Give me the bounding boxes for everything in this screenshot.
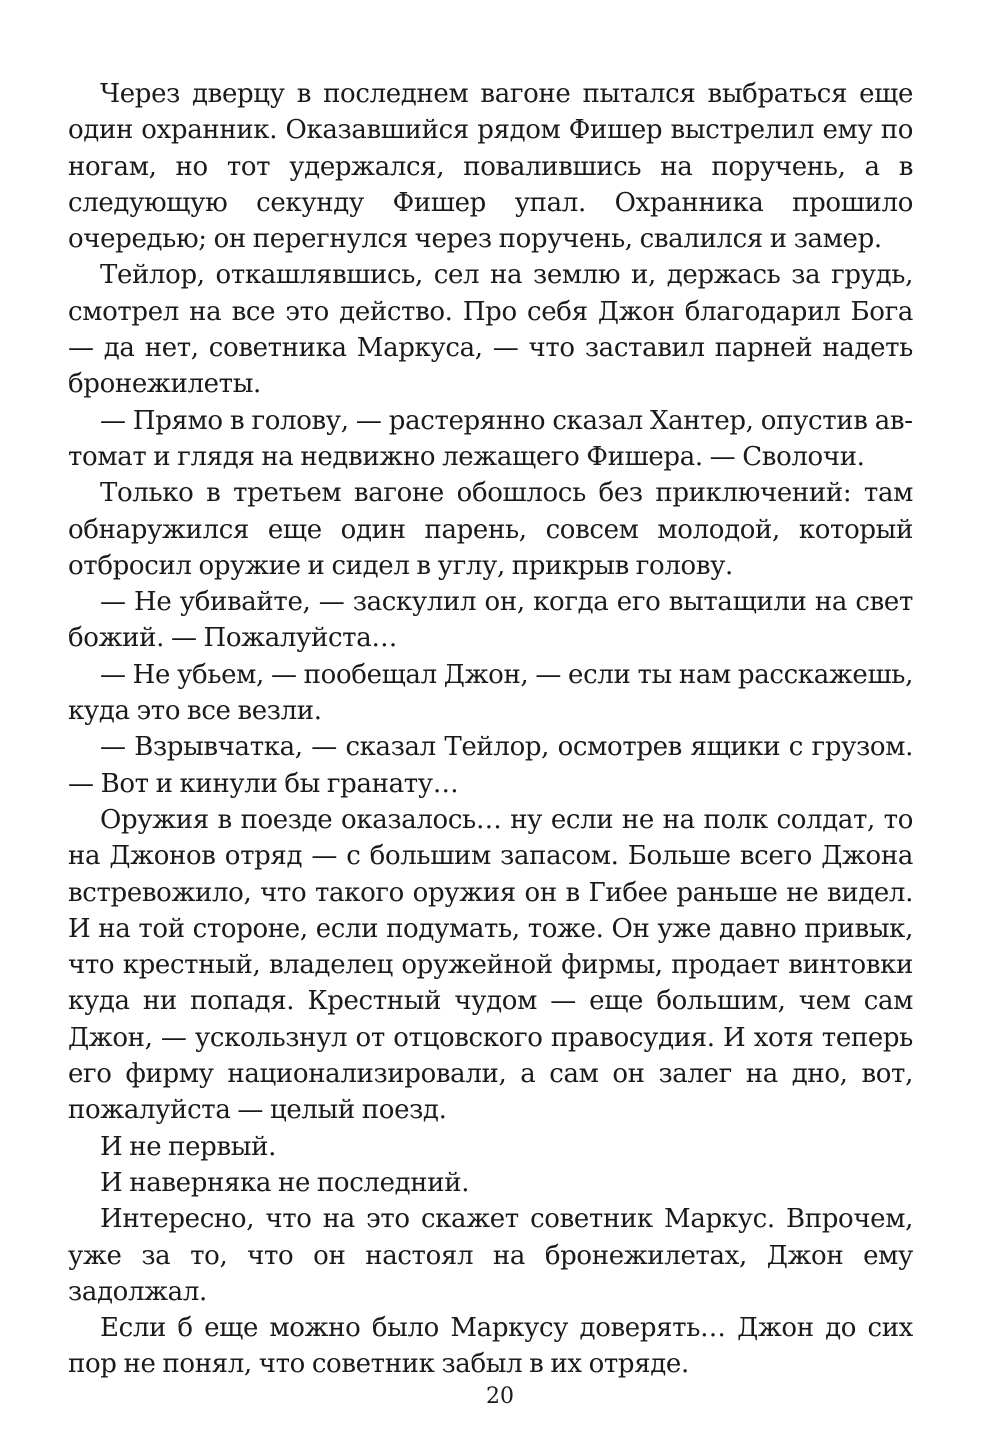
- paragraph-8: Оружия в поезде оказалось… ну если не на полк солдат, то на Джонов отряд — с большим запасом. Больше всего Джона встревожило, что такого оружия он в Гибее раньше не видел. И на той стороне, если подумать, тоже. Он уже давно привык, что крестный, владелец оружейной фирмы, продает винтовки куда ни попадя. Крестный чудом — еще большим, чем сам Джон, — ускользнул от отцовского правосудия. И хотя теперь его фирму национализировали, а сам он залег на дно, вот, пожалуйста — целый поезд.: [68, 804, 913, 1126]
- paragraph-3: — Прямо в голову, — растерянно сказал Хантер, опустив автомат и глядя на недвижно лежащего Фишера. — Сволочи.: [68, 405, 913, 472]
- paragraph-7: — Взрывчатка, — сказал Тейлор, осмотрев ящики с грузом. — Вот и кинули бы гранату…: [68, 732, 913, 799]
- paragraph-2: Тейлор, откашлявшись, сел на землю и, держась за грудь, смотрел на все это действо. Про себя Джон благодарил Бога — да нет, советника Маркуса, — что заставил парней надеть бронежилеты.: [68, 260, 913, 400]
- paragraph-11: Интересно, что на это скажет советник Маркус. Впрочем, уже за то, что он настоял на бронежилетах, Джон ему задолжал.: [68, 1204, 913, 1307]
- paragraph-4: Только в третьем вагоне обошлось без приключений: там обнаружился еще один парень, совсем молодой, который отбросил оружие и сидел в углу, прикрыв голову.: [68, 478, 913, 581]
- paragraph-10: И наверняка не последний.: [100, 1167, 470, 1198]
- paragraph-9: И не первый.: [100, 1131, 277, 1162]
- paragraph-5: — Не убивайте, — заскулил он, когда его вытащили на свет божий. — Пожалуйста…: [68, 587, 913, 654]
- paragraph-12: Если б еще можно было Маркусу доверять… Джон до сих пор не понял, что советник забыл в их отряде.: [68, 1313, 913, 1380]
- page-number: 20: [486, 1384, 514, 1409]
- page-body: [68, 76, 913, 1383]
- paragraph-1: Через дверцу в последнем вагоне пытался выбраться еще один охранник. Оказавшийся рядом Фишер выстрелил ему по ногам, но тот удержался, повалившись на поручень, а в следующую секунду Фишер упал. Охранника прошило очередью; он перегнулся через поручень, свалился и замер.: [68, 79, 913, 255]
- paragraph-6: — Не убьем, — пообещал Джон, — если ты нам расскажешь, куда это все везли.: [68, 659, 913, 727]
